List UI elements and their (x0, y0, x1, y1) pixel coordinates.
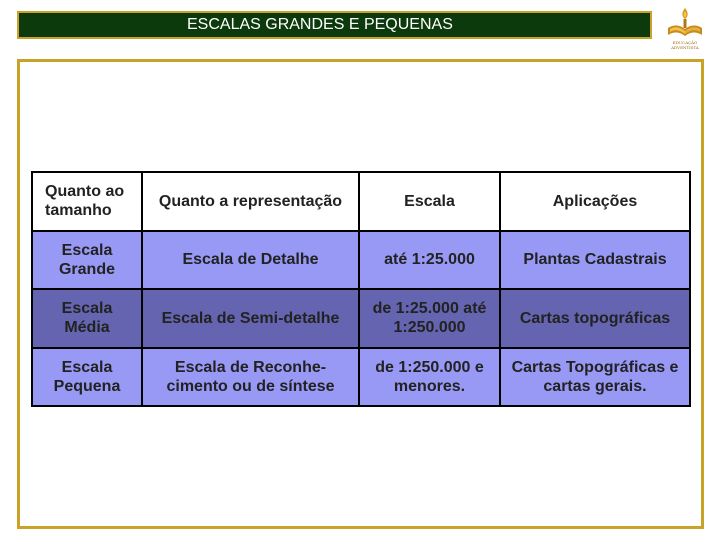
table-cell: Escala Pequena (32, 348, 142, 407)
table-cell: Escala de Reconhe-cimento ou de síntese (142, 348, 359, 407)
logo (664, 6, 706, 52)
scale-table (31, 171, 691, 407)
torch-book-icon (664, 6, 706, 40)
header-cell: Quanto a representação (142, 172, 359, 231)
header-cell: Escala (359, 172, 500, 231)
slide-title: ESCALAS GRANDES E PEQUENAS (17, 11, 652, 39)
table-cell: Cartas topográficas (500, 289, 690, 348)
table-cell: de 1:25.000 até 1:250.000 (359, 289, 500, 348)
table-cell: de 1:250.000 e menores. (359, 348, 500, 407)
table-cell: Escala Grande (32, 231, 142, 290)
header-cell: Quanto ao tamanho (32, 172, 142, 231)
logo-text-line1: EDUCAÇÃO (672, 40, 698, 45)
table-row (32, 348, 690, 407)
logo-text-line2: ADVENTISTA (671, 45, 699, 50)
table-cell: Escala Média (32, 289, 142, 348)
header-cell: Aplicações (500, 172, 690, 231)
table-cell: até 1:25.000 (359, 231, 500, 290)
table-header-row (32, 172, 690, 231)
table-row (32, 289, 690, 348)
table-cell: Escala de Detalhe (142, 231, 359, 290)
table-cell: Cartas Topográficas e cartas gerais. (500, 348, 690, 407)
table-row (32, 231, 690, 290)
table-cell: Plantas Cadastrais (500, 231, 690, 290)
table-cell: Escala de Semi-detalhe (142, 289, 359, 348)
